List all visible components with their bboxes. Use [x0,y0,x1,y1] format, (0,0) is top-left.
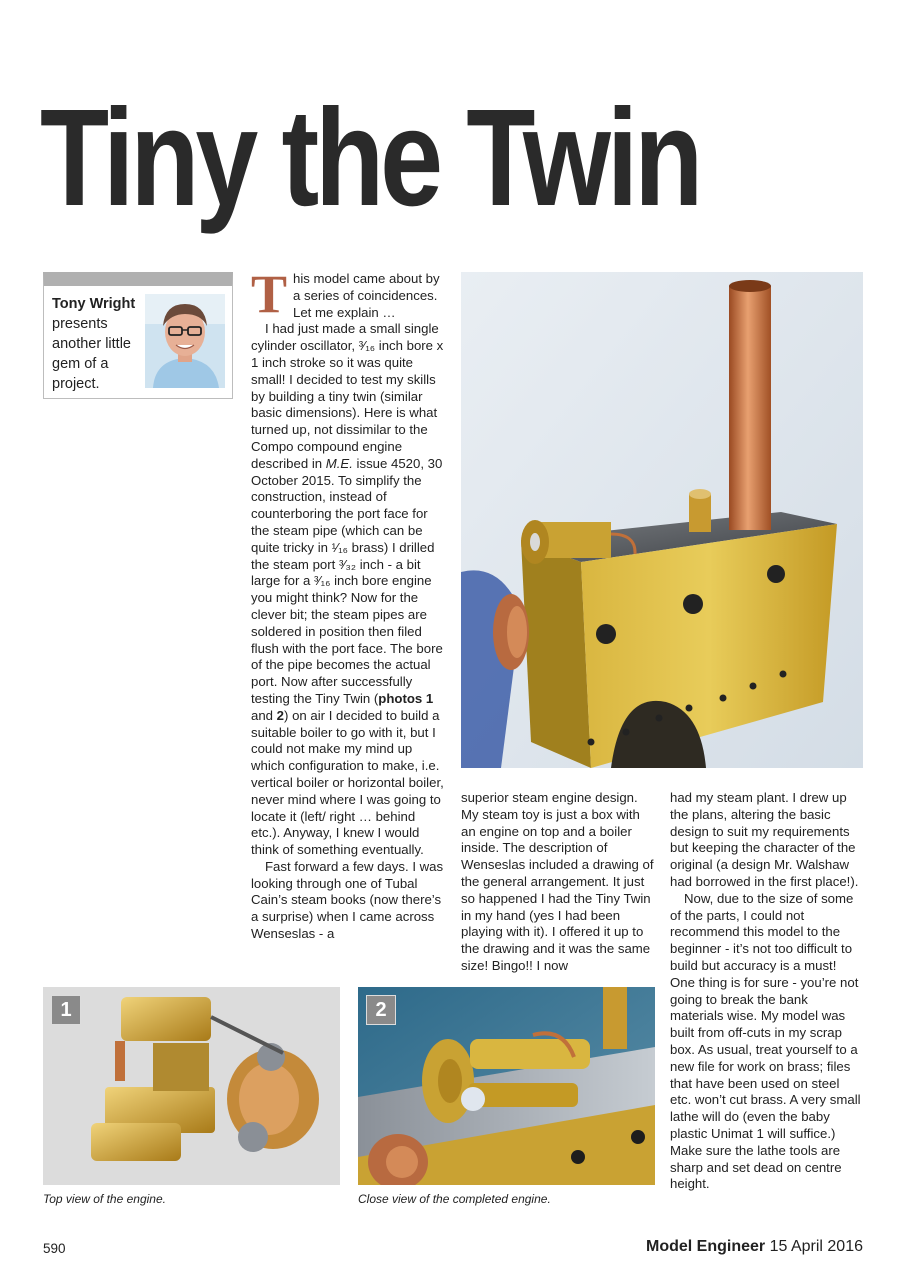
paragraph: his model came about by a series of coincidences. Let me explain … [293,271,440,320]
page-number: 590 [43,1241,66,1256]
engine-close-view-photo [358,987,655,1185]
body-column-3 [670,790,864,1193]
photo-1-caption: Top view of the engine. [43,1192,166,1206]
byline-tagline: presents another little gem of a project. [52,316,131,392]
photo-2-caption: Close view of the completed engine. [358,1192,551,1206]
paragraph: Fast forward a few days. I was looking through one of Tubal Cain’s steam books (now there’s a surprise) when I came across Wenseslas - a [251,858,444,942]
body-column-1 [251,264,447,943]
byline-text [52,294,142,394]
body-column-2 [461,790,657,975]
article-title: Tiny the Twin [40,81,700,235]
author-name: Tony Wright [52,296,136,312]
paragraph: Now, due to the size of some of the parts, I could not recommend this model to the beginner - it’s not too difficult to build but accuracy is a must! One thing is for sure - you’re not going to break the bank materials wise. My model was built from off-cuts in my scrap box. As usual, treat yourself to a new file for work on brass; files that have been used on steel etc. won’t cut brass. A very small lathe will do (even the baby plastic Unimat 1 will suffice.) Make sure the lathe tools are sharp and set dead on centre height. [670,890,861,1192]
engine-top-view-photo [43,987,340,1185]
paragraph: superior steam engine design. My steam toy is just a box with an engine on top and a boiler inside. The description of Wenseslas included a drawing of the general arrangement. It just so happened I had the Tiny Twin in my hand (yes I had been playing with it). I offered it up to the drawing and it was the same size! Bingo!! I now [461,790,654,973]
magazine-name: Model Engineer [646,1238,766,1255]
photo-number-badge: 1 [51,995,81,1025]
author-photo [145,294,225,388]
author-byline-box [43,272,233,399]
paragraph: I had just made a small single cylinder oscillator, ³⁄₁₆ inch bore x 1 inch stroke so it was quite small! I decided to test my skills by building a tiny twin (similar basic dimensions). Here is what turned up, not dissimilar to the Compo compound engine described in M.E. issue 4520, 30 October 2015. To simplify the construction, instead of counterboring the port face for the steam pipe (which can be quite tricky in ¹⁄₁₆ brass) I drilled the steam port ³⁄₃₂ inch - a bit large for a ³⁄₁₆ inch bore engine you might think? Now for the clever bit; the steam pipes are soldered in position then filed flush with the port face. The bore of the pipe becomes the actual port. Now after successfully testing the Tiny Twin (photos 1 and 2) on air I decided to build a suitable boiler to go with it, but I could not make my mind up which configuration to make, i.e. vertical boiler or horizontal boiler, never mind where I was going to locate it (left/ right … behind etc.). Anyway, I knew I would think of something eventually. [251,321,444,858]
photo-number-badge: 2 [366,995,396,1025]
footer-publication [646,1238,863,1256]
main-engine-photo [461,272,863,768]
issue-date: 15 April 2016 [769,1238,863,1255]
drop-cap: T [251,264,288,324]
paragraph: had my steam plant. I drew up the plans, altering the basic design to suit my requirements but keeping the character of the original (a design Mr. Walshaw had borrowed in the first place!). [670,790,859,889]
